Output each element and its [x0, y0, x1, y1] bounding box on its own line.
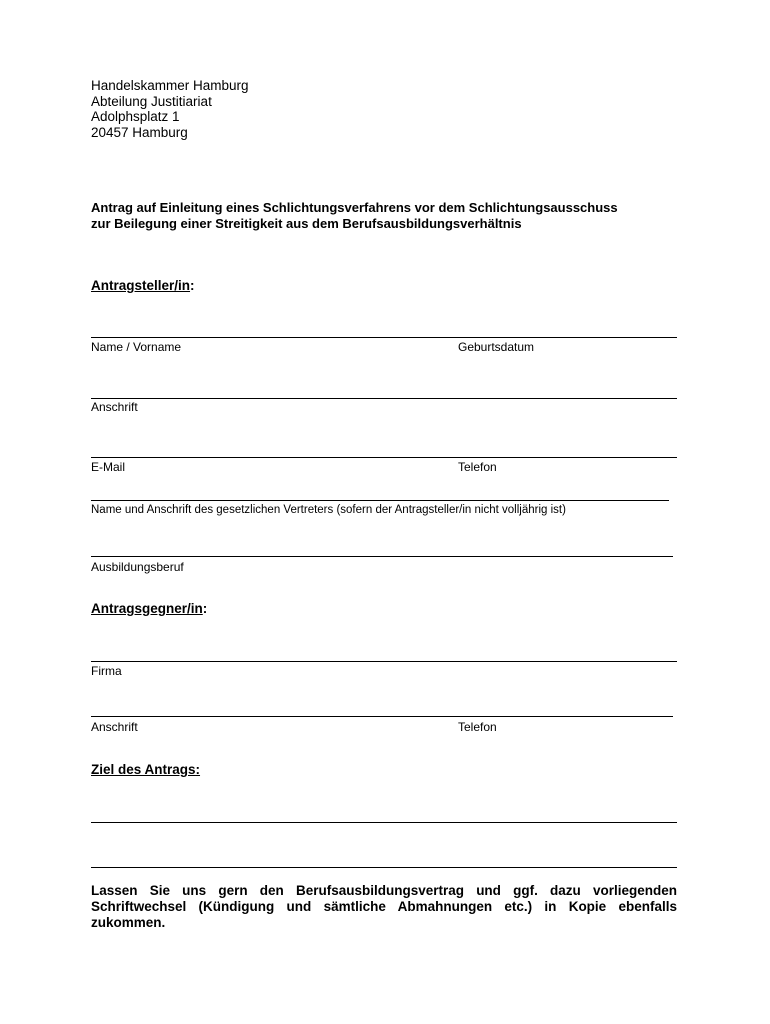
address-line-3: Adolphsplatz 1	[91, 109, 180, 124]
respondent-heading-text: Antragsgegner/in	[91, 601, 203, 616]
goal-heading-text: Ziel des Antrags	[91, 762, 196, 777]
applicant-heading	[91, 278, 195, 293]
closing-note	[91, 883, 677, 931]
representative-label: Name und Anschrift des gesetzlichen Vertreters (sofern der Antragsteller/in nicht volljährig ist)	[91, 504, 566, 516]
name-birthdate-field[interactable]	[91, 337, 677, 338]
respondent-heading	[91, 601, 207, 616]
subject-heading	[91, 200, 691, 232]
address-line-1: Handelskammer Hamburg	[91, 78, 249, 93]
applicant-phone-label: Telefon	[458, 460, 497, 474]
applicant-address-label: Anschrift	[91, 400, 138, 414]
goal-line-1[interactable]	[91, 822, 677, 823]
address-line-2: Abteilung Justitiariat	[91, 93, 212, 109]
subject-line-1: Antrag auf Einleitung eines Schlichtungsverfahrens vor dem Schlichtungsausschuss	[91, 200, 618, 215]
email-label: E-Mail	[91, 460, 126, 474]
company-line[interactable]	[91, 661, 677, 662]
email-phone-field[interactable]	[91, 457, 677, 458]
name-label: Name / Vorname	[91, 340, 182, 354]
goal-field-2[interactable]	[91, 867, 677, 868]
respondent-address-phone-field[interactable]	[91, 716, 673, 717]
goal-line-2[interactable]	[91, 867, 677, 868]
occupation-line[interactable]	[91, 556, 673, 557]
respondent-phone-label: Telefon	[458, 720, 497, 734]
applicant-heading-colon: :	[190, 278, 195, 293]
company-field[interactable]	[91, 661, 677, 662]
birthdate-label: Geburtsdatum	[458, 340, 535, 354]
note-line-1: Lassen Sie uns gern den Berufsausbildungsvertrag und ggf. dazu vorliegenden	[91, 883, 677, 898]
applicant-address-line[interactable]	[91, 398, 677, 399]
goal-heading-colon: :	[195, 762, 201, 777]
name-birthdate-line[interactable]	[91, 337, 677, 338]
occupation-label: Ausbildungsberuf	[91, 560, 184, 574]
respondent-address-phone-line[interactable]	[91, 716, 673, 717]
note-line-2: Schriftwechsel (Kündigung und sämtliche Abmahnungen etc.) in Kopie ebenfalls	[91, 899, 677, 914]
goal-heading	[91, 762, 200, 777]
address-line-4: 20457 Hamburg	[91, 124, 188, 140]
email-phone-line[interactable]	[91, 457, 677, 458]
applicant-address-field[interactable]	[91, 398, 677, 399]
applicant-heading-text: Antragsteller/in	[91, 278, 191, 293]
subject-line-2: zur Beilegung einer Streitigkeit aus dem Berufsausbildungsverhältnis	[91, 216, 522, 231]
recipient-address	[91, 78, 249, 140]
representative-line[interactable]	[91, 500, 669, 501]
respondent-heading-colon: :	[202, 601, 208, 616]
note-line-3: zukommen.	[91, 915, 166, 930]
respondent-address-label: Anschrift	[91, 720, 138, 734]
goal-field-1[interactable]	[91, 822, 677, 823]
representative-field[interactable]	[91, 500, 669, 501]
company-label: Firma	[91, 664, 122, 678]
occupation-field[interactable]	[91, 556, 673, 557]
